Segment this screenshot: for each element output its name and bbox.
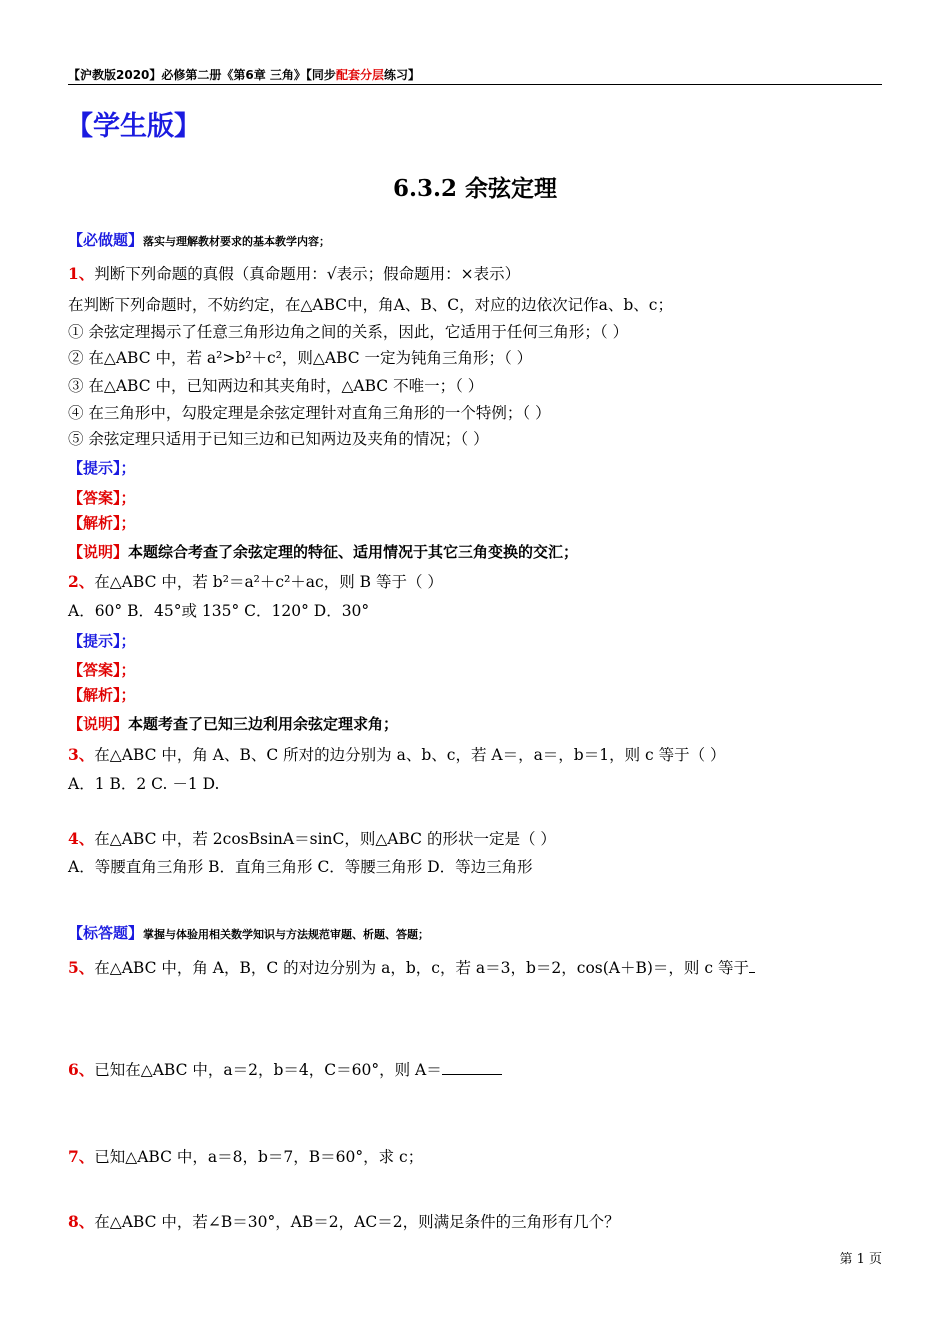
question-2: 2、在△ABC 中，若 b²＝a²＋c²＋ac，则 B 等于（ ） (68, 572, 443, 591)
q1-intro: 在判断下列命题时，不妨约定，在△ABC中，角A、B、C，对应的边依次记作a、b、c； (68, 296, 673, 314)
page-title: 6.3.2 余弦定理 (392, 175, 558, 202)
q2-analysis: 【解析】； (68, 686, 136, 704)
question-6: 6、已知在△ABC 中，a＝2，b＝4，C＝60°，则 A＝ (68, 1058, 502, 1080)
question-1: 1、判断下列命题的真假（真命题用：√表示；假命题用：×表示） (68, 264, 521, 283)
page-number: 第 1 页 (839, 1252, 882, 1267)
q2-options: A．60° B．45°或 135° C．120° D．30° (68, 602, 370, 620)
q1-item: ③ 在△ABC 中，已知两边和其夹角时，△ABC 不唯一；（ ） (68, 377, 484, 395)
answer-blank[interactable] (442, 1060, 502, 1075)
q1-item: ⑤ 余弦定理只适用于已知三边和已知两边及夹角的情况；（ ） (68, 430, 489, 448)
question-7: 7、已知△ABC 中，a＝8，b＝7，B＝60°，求 c； (68, 1147, 424, 1166)
q2-hint: 【提示】； (68, 632, 136, 650)
answer-blank[interactable] (749, 958, 755, 973)
question-4: 4、在△ABC 中，若 2cosBsinA＝sinC，则△ABC 的形状一定是（ ） (68, 829, 556, 848)
q4-options: A．等腰直角三角形 B．直角三角形 C．等腰三角形 D．等边三角形 (68, 858, 533, 876)
header-rule (68, 84, 882, 85)
question-8: 8、在△ABC 中，若∠B＝30°，AB＝2，AC＝2，则满足条件的三角形有几个？ (68, 1212, 620, 1231)
section-standard: 【标答题】掌握与体验用相关数学知识与方法规范审题、析题、答题； (68, 924, 430, 942)
q1-note: 【说明】本题综合考查了余弦定理的特征、适用情况于其它三角变换的交汇； (68, 543, 579, 561)
page-header: 【沪教版2020】必修第二册《第6章 三角》【同步配套分层练习】 (68, 68, 420, 82)
q3-options: A．1 B．2 C. －1 D. (68, 775, 220, 793)
student-version-label: 【学生版】 (66, 111, 201, 142)
q2-note: 【说明】本题考查了已知三边利用余弦定理求角； (68, 715, 399, 733)
question-5: 5、在△ABC 中，角 A，B，C 的对边分别为 a，b，c，若 a＝3，b＝2，cos(A＋B)＝，则 c 等于 (68, 956, 755, 978)
question-3: 3、在△ABC 中，角 A、B、C 所对的边分别为 a、b、c，若 A＝，a＝，b＝1，则 c 等于（ ） (68, 745, 726, 764)
q1-answer: 【答案】； (68, 489, 136, 507)
q1-item: ① 余弦定理揭示了任意三角形边角之间的关系，因此，它适用于任何三角形；（ ） (68, 323, 629, 341)
q1-analysis: 【解析】； (68, 514, 136, 532)
q1-hint: 【提示】； (68, 459, 136, 477)
q2-answer: 【答案】； (68, 661, 136, 679)
q1-item: ② 在△ABC 中，若 a²>b²＋c²，则△ABC 一定为钝角三角形；（ ） (68, 349, 533, 367)
q1-item: ④ 在三角形中，勾股定理是余弦定理针对直角三角形的一个特例；（ ） (68, 404, 551, 422)
section-required: 【必做题】落实与理解教材要求的基本教学内容； (68, 231, 331, 249)
